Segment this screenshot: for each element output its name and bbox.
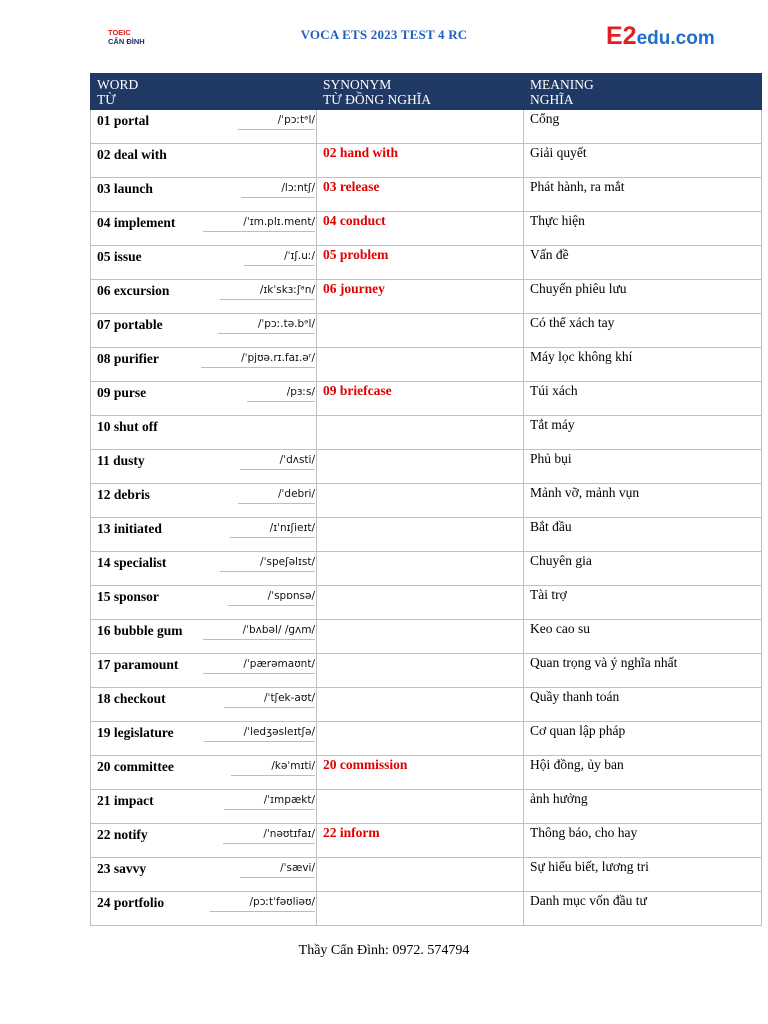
ipa-transcription: /ˈledʒəsleɪtʃə/ bbox=[204, 724, 315, 742]
synonym-cell bbox=[317, 450, 524, 484]
synonym-cell bbox=[317, 688, 524, 722]
synonym-cell: 20 commission bbox=[317, 756, 524, 790]
synonym-cell: 02 hand with bbox=[317, 144, 524, 178]
word-text: 10 shut off bbox=[97, 419, 158, 434]
word-cell bbox=[91, 552, 317, 586]
ipa-transcription: /ˈdebri/ bbox=[238, 486, 315, 504]
word-text: 01 portal bbox=[97, 113, 150, 128]
ipa-transcription: /ˈnəʊtɪfaɪ/ bbox=[223, 826, 315, 844]
synonym-cell bbox=[317, 552, 524, 586]
word-text: 15 sponsor bbox=[97, 589, 159, 604]
word-text: 05 issue bbox=[97, 249, 142, 264]
column-header-vi: TỪ bbox=[97, 91, 116, 107]
table-row bbox=[91, 382, 762, 416]
e2edu-logo bbox=[606, 22, 715, 51]
table-row bbox=[91, 450, 762, 484]
meaning-cell: Chuyên gia bbox=[524, 552, 762, 586]
word-cell bbox=[91, 178, 317, 212]
ipa-transcription: /pɔːtˈfəʊliəʊ/ bbox=[210, 894, 315, 912]
ipa-transcription: /ˈsævi/ bbox=[240, 860, 315, 878]
word-text: 17 paramount bbox=[97, 657, 179, 672]
word-text: 21 impact bbox=[97, 793, 154, 808]
ipa-transcription: /ɪˈnɪʃieɪt/ bbox=[230, 520, 315, 538]
word-text: 06 excursion bbox=[97, 283, 170, 298]
column-header-synonym bbox=[317, 74, 524, 110]
meaning-cell: Giải quyết bbox=[524, 144, 762, 178]
word-text: 22 notify bbox=[97, 827, 148, 842]
ipa-transcription: /ˈspeʃəlɪst/ bbox=[220, 554, 315, 572]
meaning-cell: Sự hiểu biết, lương tri bbox=[524, 858, 762, 892]
ipa-transcription: /ˈɪʃ.uː/ bbox=[244, 248, 315, 266]
meaning-cell: Phủ bụi bbox=[524, 450, 762, 484]
word-cell bbox=[91, 858, 317, 892]
table-row bbox=[91, 212, 762, 246]
table-row bbox=[91, 178, 762, 212]
footer-contact: Thầy Cẩn Đình: 0972. 574794 bbox=[298, 943, 470, 958]
brand-e2: E2 bbox=[606, 22, 637, 50]
word-text: 02 deal with bbox=[97, 147, 167, 162]
column-header-vi: NGHĨA bbox=[530, 91, 574, 107]
word-text: 08 purifier bbox=[97, 351, 159, 366]
column-header-en: SYNONYM bbox=[323, 76, 392, 92]
document-title: VOCA ETS 2023 TEST 4 RC bbox=[300, 27, 468, 42]
meaning-cell: Quan trọng và ý nghĩa nhất bbox=[524, 654, 762, 688]
synonym-cell: 22 inform bbox=[317, 824, 524, 858]
meaning-cell: Túi xách bbox=[524, 382, 762, 416]
ipa-transcription: /ˈɪmpækt/ bbox=[224, 792, 315, 810]
word-text: 19 legislature bbox=[97, 725, 174, 740]
meaning-cell: Chuyến phiêu lưu bbox=[524, 280, 762, 314]
word-cell bbox=[91, 110, 317, 144]
synonym-cell: 06 journey bbox=[317, 280, 524, 314]
word-cell bbox=[91, 484, 317, 518]
synonym-cell bbox=[317, 892, 524, 926]
table-row bbox=[91, 586, 762, 620]
ipa-transcription: /ɪkˈskɜːʃᵊn/ bbox=[220, 282, 315, 300]
synonym-cell bbox=[317, 858, 524, 892]
column-header-word bbox=[91, 74, 317, 110]
word-cell bbox=[91, 654, 317, 688]
ipa-transcription: /lɔːntʃ/ bbox=[241, 180, 315, 198]
word-text: 14 specialist bbox=[97, 555, 167, 570]
ipa-transcription: /ˈɪm.plɪ.ment/ bbox=[203, 214, 315, 232]
word-cell bbox=[91, 756, 317, 790]
logo-line-1: TOEIC bbox=[108, 28, 131, 37]
word-text: 12 debris bbox=[97, 487, 150, 502]
word-cell bbox=[91, 586, 317, 620]
table-row bbox=[91, 824, 762, 858]
word-cell bbox=[91, 416, 317, 450]
meaning-cell: Phát hành, ra mắt bbox=[524, 178, 762, 212]
table-row bbox=[91, 416, 762, 450]
table-row bbox=[91, 756, 762, 790]
synonym-cell bbox=[317, 654, 524, 688]
ipa-transcription: /ˈpɔː.tə.bᵊl/ bbox=[218, 316, 315, 334]
meaning-cell: Thông báo, cho hay bbox=[524, 824, 762, 858]
ipa-transcription: /ˈbʌbəl/ /ɡʌm/ bbox=[203, 622, 315, 640]
table-body bbox=[91, 110, 762, 926]
ipa-transcription: /ˈtʃek-aʊt/ bbox=[224, 690, 315, 708]
synonym-cell bbox=[317, 348, 524, 382]
column-header-meaning bbox=[524, 74, 762, 110]
table-row bbox=[91, 620, 762, 654]
table-row bbox=[91, 110, 762, 144]
synonym-cell bbox=[317, 790, 524, 824]
meaning-cell: Bắt đầu bbox=[524, 518, 762, 552]
synonym-cell bbox=[317, 314, 524, 348]
word-text: 04 implement bbox=[97, 215, 176, 230]
column-header-en: WORD bbox=[97, 76, 139, 92]
table-row bbox=[91, 722, 762, 756]
column-header-en: MEANING bbox=[530, 76, 594, 92]
word-cell bbox=[91, 824, 317, 858]
ipa-transcription: /ˈpjʊə.rɪ.faɪ.əʳ/ bbox=[201, 350, 315, 368]
meaning-cell: Danh mục vốn đầu tư bbox=[524, 892, 762, 926]
word-cell bbox=[91, 212, 317, 246]
table-row bbox=[91, 552, 762, 586]
word-cell bbox=[91, 892, 317, 926]
word-cell bbox=[91, 722, 317, 756]
word-text: 18 checkout bbox=[97, 691, 166, 706]
word-cell bbox=[91, 246, 317, 280]
meaning-cell: Tắt máy bbox=[524, 416, 762, 450]
synonym-cell bbox=[317, 110, 524, 144]
word-text: 09 purse bbox=[97, 385, 147, 400]
word-cell bbox=[91, 314, 317, 348]
ipa-transcription: /ˈpærəmaʊnt/ bbox=[203, 656, 315, 674]
word-text: 07 portable bbox=[97, 317, 163, 332]
ipa-transcription: /ˈspɒnsə/ bbox=[228, 588, 315, 606]
meaning-cell: Có thể xách tay bbox=[524, 314, 762, 348]
word-cell bbox=[91, 620, 317, 654]
meaning-cell: Cơ quan lập pháp bbox=[524, 722, 762, 756]
meaning-cell: ảnh hưởng bbox=[524, 790, 762, 824]
word-text: 16 bubble gum bbox=[97, 623, 183, 638]
synonym-cell bbox=[317, 620, 524, 654]
logo-line-2: CẨN ĐÌNH bbox=[108, 37, 145, 46]
synonym-cell bbox=[317, 722, 524, 756]
word-text: 03 launch bbox=[97, 181, 153, 196]
table-row bbox=[91, 858, 762, 892]
word-cell bbox=[91, 280, 317, 314]
ipa-transcription: /ˈpɔːtᵊl/ bbox=[238, 112, 315, 130]
ipa-transcription: /kəˈmɪti/ bbox=[231, 758, 315, 776]
table-row bbox=[91, 892, 762, 926]
synonym-cell: 09 briefcase bbox=[317, 382, 524, 416]
table-row bbox=[91, 688, 762, 722]
table-row bbox=[91, 484, 762, 518]
word-cell bbox=[91, 688, 317, 722]
word-text: 23 savvy bbox=[97, 861, 147, 876]
word-cell bbox=[91, 382, 317, 416]
meaning-cell: Máy lọc không khí bbox=[524, 348, 762, 382]
ipa-transcription: /ˈdʌsti/ bbox=[240, 452, 315, 470]
word-cell bbox=[91, 348, 317, 382]
vocabulary-table bbox=[90, 73, 762, 926]
word-cell bbox=[91, 450, 317, 484]
table-row bbox=[91, 314, 762, 348]
meaning-cell: Cổng bbox=[524, 110, 762, 144]
synonym-cell: 03 release bbox=[317, 178, 524, 212]
table-row bbox=[91, 348, 762, 382]
meaning-cell: Thực hiện bbox=[524, 212, 762, 246]
synonym-cell bbox=[317, 484, 524, 518]
meaning-cell: Mảnh vỡ, mảnh vụn bbox=[524, 484, 762, 518]
column-header-vi: TỪ ĐỒNG NGHĨA bbox=[323, 91, 431, 107]
ipa-transcription: /pɜːs/ bbox=[247, 384, 315, 402]
synonym-cell bbox=[317, 518, 524, 552]
word-cell bbox=[91, 518, 317, 552]
word-cell bbox=[91, 144, 317, 178]
table-row bbox=[91, 654, 762, 688]
meaning-cell: Tài trợ bbox=[524, 586, 762, 620]
table-row bbox=[91, 790, 762, 824]
synonym-cell bbox=[317, 586, 524, 620]
meaning-cell: Hội đồng, ủy ban bbox=[524, 756, 762, 790]
brand-domain: edu.com bbox=[636, 28, 715, 49]
meaning-cell: Quầy thanh toán bbox=[524, 688, 762, 722]
word-text: 11 dusty bbox=[97, 453, 145, 468]
table-row bbox=[91, 518, 762, 552]
word-cell bbox=[91, 790, 317, 824]
word-text: 13 initiated bbox=[97, 521, 162, 536]
table-header-row bbox=[91, 74, 762, 110]
synonym-cell bbox=[317, 416, 524, 450]
word-text: 20 committee bbox=[97, 759, 174, 774]
synonym-cell: 05 problem bbox=[317, 246, 524, 280]
table-row bbox=[91, 246, 762, 280]
synonym-cell: 04 conduct bbox=[317, 212, 524, 246]
word-text: 24 portfolio bbox=[97, 895, 165, 910]
table-row bbox=[91, 144, 762, 178]
meaning-cell: Keo cao su bbox=[524, 620, 762, 654]
meaning-cell: Vấn đề bbox=[524, 246, 762, 280]
table-row bbox=[91, 280, 762, 314]
